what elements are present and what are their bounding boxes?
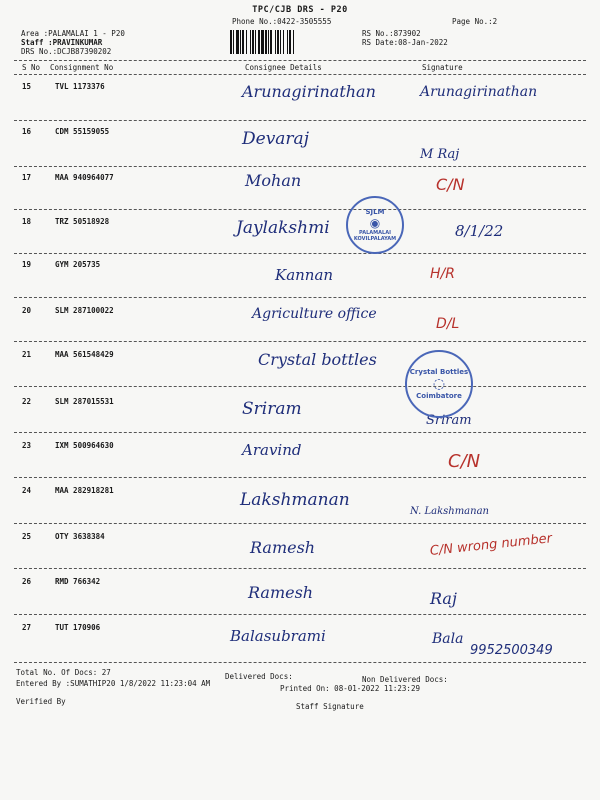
table-row (0, 169, 600, 211)
divider (14, 477, 586, 478)
area-label: Area :PALAMALAI 1 - P20 (21, 29, 125, 38)
stamp-text-top: SJLM (365, 208, 385, 216)
row-consignment: SLM 287100022 (55, 306, 114, 315)
table-row (0, 123, 600, 165)
document-title: TPC/CJB DRS - P20 (252, 5, 348, 15)
table-row (0, 617, 600, 659)
row-sno: 21 (22, 350, 32, 359)
table-row (0, 480, 600, 522)
signature: N. Lakshmanan (410, 506, 489, 517)
delivery-remark: H/R (430, 266, 455, 282)
printed-on: Printed On: 08-01-2022 11:23:29 (280, 684, 420, 693)
row-sno: 25 (22, 532, 32, 541)
table-row (0, 389, 600, 431)
row-sno: 26 (22, 577, 32, 586)
row-consignment: OTY 3638384 (55, 532, 105, 541)
divider (14, 614, 586, 615)
table-row (0, 526, 600, 568)
non-delivered-docs: Non Delivered Docs: (362, 675, 448, 684)
divider (14, 74, 586, 75)
consignee-name: Crystal bottles (258, 350, 377, 369)
signature: Arunagirinathan (420, 84, 538, 100)
delivery-remark: D/L (436, 316, 460, 332)
row-consignment: TVL 1173376 (55, 82, 105, 91)
delivery-remark: C/N (448, 451, 481, 472)
divider (14, 662, 586, 663)
signature: Raj (430, 589, 457, 608)
row-sno: 20 (22, 306, 32, 315)
consignee-name: Balasubrami (230, 627, 326, 645)
delivery-remark: C/N (436, 175, 465, 194)
row-consignment: SLM 287015531 (55, 397, 114, 406)
entered-by: Entered By :SUMATHIP20 1/8/2022 11:23:04 AM (16, 679, 211, 688)
delivery-remark: 9952500349 (470, 643, 553, 658)
table-row (0, 256, 600, 298)
row-sno: 17 (22, 173, 32, 182)
consignee-name: Lakshmanan (240, 490, 350, 510)
row-sno: 24 (22, 486, 32, 495)
consignee-name: Aravind (242, 441, 302, 459)
rs-number: RS No.:873902 (362, 29, 421, 38)
row-consignment: IXM 500964630 (55, 441, 114, 450)
consignee-name: Devaraj (242, 129, 309, 149)
divider (14, 568, 586, 569)
divider (14, 386, 586, 387)
barcode (230, 30, 354, 54)
signature: Bala (432, 631, 464, 647)
row-consignment: MAA 940964077 (55, 173, 114, 182)
sjl-stamp (346, 196, 404, 254)
stamp-text-bottom: PALAMALAI KOVILPALAYAM (353, 230, 397, 242)
row-consignment: MAA 282918281 (55, 486, 114, 495)
row-consignment: GYM 205735 (55, 260, 101, 269)
consignee-name: Kannan (275, 266, 334, 284)
phone-number: Phone No.:0422-3505555 (232, 17, 332, 26)
delivered-docs: Delivered Docs: (225, 672, 293, 681)
col-sno: S No (22, 63, 41, 72)
row-consignment: MAA 561548429 (55, 350, 114, 359)
table-row (0, 344, 600, 386)
divider (14, 341, 586, 342)
divider (14, 253, 586, 254)
rs-date: RS Date:08-Jan-2022 (362, 38, 448, 47)
table-row (0, 300, 600, 342)
table-row (0, 78, 600, 120)
consignee-name: Sriram (242, 399, 302, 419)
divider (14, 432, 586, 433)
row-sno: 23 (22, 441, 32, 450)
row-sno: 16 (22, 127, 32, 136)
col-consignee: Consignee Details (245, 63, 322, 72)
signature: 8/1/22 (455, 222, 504, 240)
row-consignment: TUT 170906 (55, 623, 101, 632)
signature: M Raj (420, 147, 460, 162)
divider (14, 120, 586, 121)
divider (14, 60, 586, 61)
row-consignment: CDM 55159055 (55, 127, 110, 136)
consignee-name: Jaylakshmi (236, 218, 330, 238)
row-consignment: RMD 766342 (55, 577, 101, 586)
page-number: Page No.:2 (452, 17, 498, 26)
row-sno: 22 (22, 397, 32, 406)
signature: Sriram (426, 413, 472, 428)
col-signature: Signature (422, 63, 463, 72)
staff-signature: Staff Signature (296, 702, 364, 711)
stamp-text-bottom: Coimbatore (416, 392, 462, 400)
table-row (0, 212, 600, 254)
divider (14, 523, 586, 524)
table-row (0, 435, 600, 477)
crystal-stamp (405, 350, 473, 418)
consignee-name: Mohan (245, 171, 302, 190)
col-consignment: Consignment No (50, 63, 114, 72)
table-row (0, 571, 600, 613)
row-sno: 19 (22, 260, 32, 269)
divider (14, 166, 586, 167)
divider (14, 297, 586, 298)
row-sno: 27 (22, 623, 32, 632)
divider (14, 209, 586, 210)
stamp-symbol: ◌ (432, 376, 446, 392)
consignee-name: Arunagirinathan (242, 82, 376, 101)
stamp-symbol: ◉ (369, 216, 381, 230)
staff-label: Staff :PRAVINKUMAR (21, 38, 103, 47)
row-sno: 15 (22, 82, 32, 91)
verified-by: Verified By (16, 697, 66, 706)
row-sno: 18 (22, 217, 32, 226)
stamp-text-top: Crystal Bottles (409, 368, 469, 376)
row-consignment: TRZ 50518928 (55, 217, 110, 226)
drs-number: DRS No.:DCJB87390202 (21, 47, 112, 56)
consignee-name: Ramesh (248, 583, 314, 602)
consignee-name: Ramesh (250, 538, 316, 557)
delivery-remark: C/N wrong number (429, 531, 553, 559)
consignee-name: Agriculture office (252, 306, 377, 322)
total-docs: Total No. Of Docs: 27 (16, 668, 111, 677)
